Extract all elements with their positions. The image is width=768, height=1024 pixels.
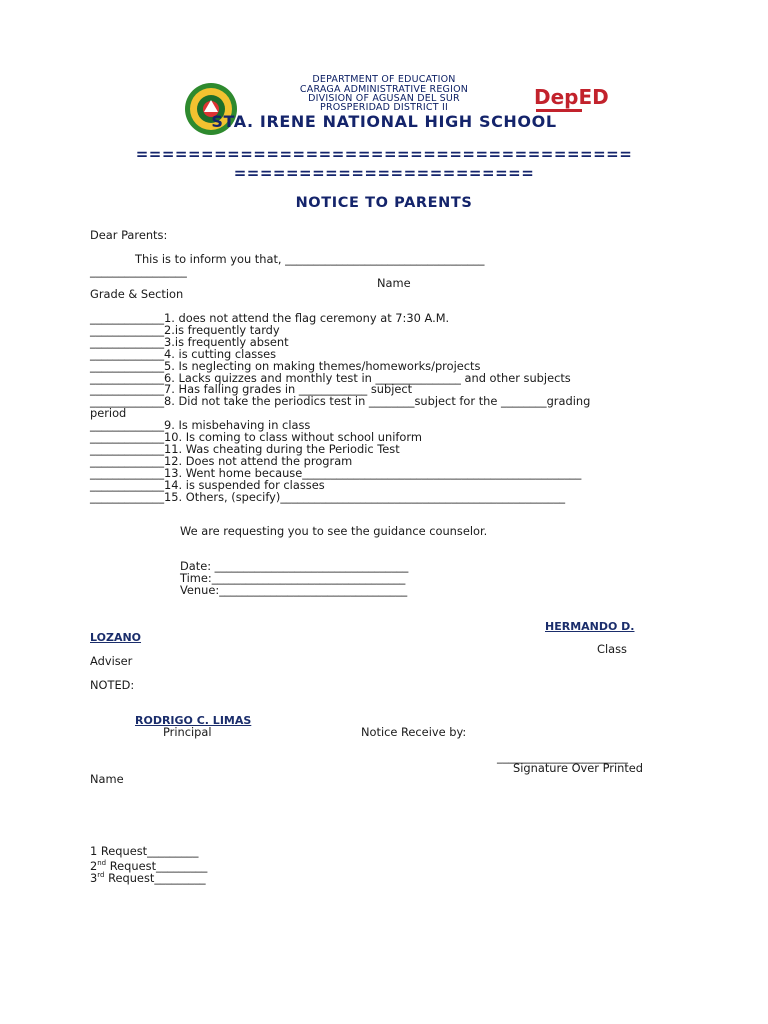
separator-line-2: ======================= [233,164,535,182]
signature-line: _______________________ [497,750,628,764]
signature-label: Signature Over Printed [513,761,644,775]
second-request: 2nd Request_________ [90,858,208,873]
name-label: Name [377,276,411,290]
principal-name: RODRIGO C. LIMAS [135,714,252,727]
checklist-item: _____________2.is frequently tardy [90,322,280,337]
checklist-item: _____________6. Lacks quizzes and monthly test in _______________ and other subjects [90,370,571,385]
adviser-name-first: HERMANDO D. [545,620,635,633]
checklist-item: _____________15. Others, (specify)__________________________________________________ [90,489,566,504]
intro-text: This is to inform you that, ___________________________________ [135,252,485,266]
name-label-2: Name [90,772,124,786]
notice-receive-label: Notice Receive by: [361,725,467,739]
time-field: Time:__________________________________ [180,571,406,585]
page-title: NOTICE TO PARENTS [295,195,473,211]
header-region: CARAGA ADMINISTRATIVE REGION [299,84,469,95]
checklist-item: _____________13. Went home because_________________________________________________ [90,465,582,480]
checklist-item: _____________10. Is coming to class without school uniform [90,430,422,444]
checklist-item: _____________8. Did not take the periodics test in ________subject for the ________grading [90,394,591,409]
checklist-item: _____________1. does not attend the flag ceremony at 7:30 A.M. [90,311,450,325]
checklist-item: _____________9. Is misbehaving in class [90,418,311,433]
checklist-item: _____________12. Does not attend the program [90,453,353,468]
checklist-item: _____________5. Is neglecting on making themes/homeworks/projects [90,358,481,373]
checklist-item: _____________3.is frequently absent [90,334,289,349]
checklist-item: _____________4. is cutting classes [90,346,277,361]
checklist-item: _____________7. Has falling grades in ____________ subject [90,382,413,397]
intro-continuation: _________________ [90,264,187,278]
header-department: DEPARTMENT OF EDUCATION [312,74,456,85]
header-district: PROSPERIDAD DISTRICT II [320,102,448,113]
svg-text:DepED: DepED [534,85,609,109]
adviser-name-last: LOZANO [90,631,142,644]
date-field: Date: __________________________________ [180,559,409,573]
class-label: Class [597,642,627,656]
school-name: STA. IRENE NATIONAL HIGH SCHOOL [211,112,557,131]
checklist-item: _____________14. is suspended for classes [90,477,325,492]
grade-section-label: Grade & Section [90,287,184,301]
separator-line-1: ====================================== [135,145,633,163]
request-text: We are requesting you to see the guidance counselor. [180,524,488,538]
noted-label: NOTED: [90,678,135,692]
checklist-item: _____________11. Was cheating during the Periodic Test [90,441,400,456]
principal-label: Principal [163,725,212,739]
salutation: Dear Parents: [90,228,168,242]
header-division: DIVISION OF AGUSAN DEL SUR [308,93,460,104]
first-request: 1 Request_________ [90,844,199,858]
venue-field: Venue:_________________________________ [180,583,408,597]
third-request: 3rd Request_________ [90,870,206,885]
adviser-label: Adviser [90,654,133,668]
checklist-item: period [90,406,127,421]
